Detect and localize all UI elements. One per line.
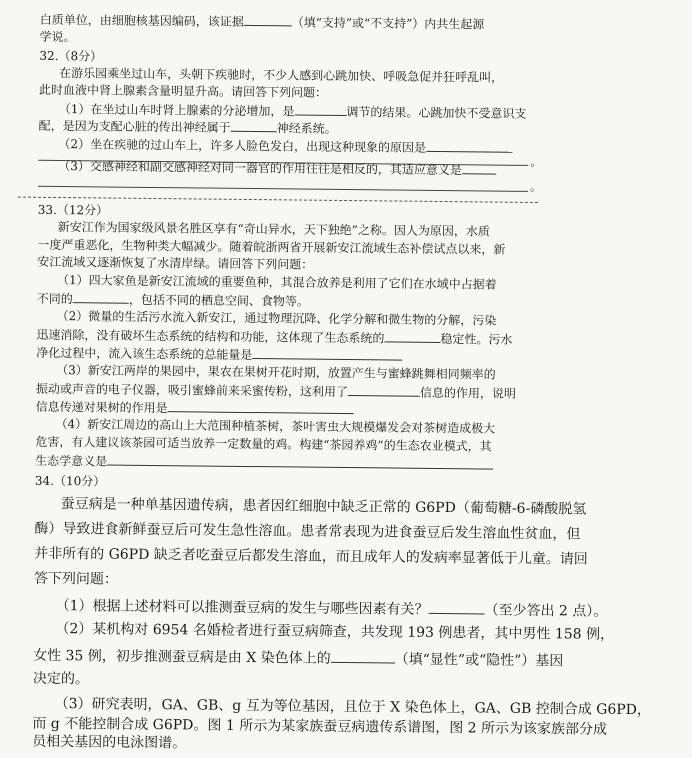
- q33-s1-text-c: ，包括不同的栖息空间、食物等。: [128, 292, 309, 309]
- q32-header: 32.（8分）: [39, 48, 103, 64]
- q32-s3-text: （3）交感神经和副交感神经对同一器官的作用往往是相反的，其适应意义是: [58, 158, 462, 178]
- q31-line1-text-a: 白质单位，由细胞核基因编码，该证据: [39, 12, 244, 29]
- q33-s4-line2: 危害，有人建议该茶园可适当放养一定数量的鸡。构建“茶园养鸡”的生态农业模式，其: [35, 434, 492, 454]
- q32-para2: 此时血液中肾上腺素含量明显升高。请回答下列问题：: [38, 82, 328, 100]
- q33-s3-text-b: 振动或声音的电子仪器，吸引蜜蜂前来采蜜传粉，这利用了: [35, 381, 348, 400]
- q33-s3-text-d: 信息传递对果树的作用是: [35, 399, 168, 416]
- q34-s2-line1: （2）某机构对 6954 名婚检者进行蚕豆病筛查，共发现 193 例患者，其中男性 158 例，: [55, 620, 615, 643]
- q32-s3-answer-line[interactable]: [38, 186, 528, 192]
- q33-s1-text-b: 不同的: [36, 291, 73, 307]
- q33-s4-blank[interactable]: [107, 453, 493, 470]
- q34-s1-text-b: （至少答出 2 点）。: [484, 602, 608, 620]
- q31-line1: [40, 11, 485, 33]
- q33-s2-blank1[interactable]: [384, 329, 440, 343]
- q32-s3-period: 。: [529, 179, 543, 195]
- q33-s4-line1: （4）新安江周边的高山上大范围种植茶树，茶叶害虫大规模爆发会对茶树造成极大: [55, 416, 496, 436]
- q34-s1-blank[interactable]: [428, 599, 484, 615]
- q34-s2-blank[interactable]: [331, 648, 395, 664]
- q32-s1-text-a: （1）在坐过山车时肾上腺素的分泌增加，是: [58, 101, 295, 119]
- q33-s4-text-c: 生态学意义是: [35, 453, 108, 469]
- q34-para2: 酶）导致进食新鲜蚕豆后可发生急性溶血。患者常表现为进食蚕豆后发生溶血性贫血，但: [34, 520, 581, 543]
- q32-s3-blank[interactable]: [462, 161, 496, 174]
- q32-s1-text-c: 配，是因为支配心脏的传出神经属于: [38, 118, 231, 135]
- q34-para4: 答下列问题：: [33, 570, 119, 588]
- q32-s1-blank1[interactable]: [294, 102, 346, 116]
- q33-s3-blank1[interactable]: [348, 383, 420, 397]
- q33-s1-line1: （1）四大家鱼是新安江流域的重要鱼种，其混合放养是利用了它们在水域中占据着: [56, 272, 497, 292]
- q32-para1: 在游乐园乘坐过山车，头朝下疾驰时，不少人感到心跳加快、呼吸急促并狂呼乱叫，: [59, 66, 504, 85]
- q34-s3-line2: 而 g 不能控制合成 G6PD。图 1 所示为某家族蚕豆病遗传系谱图，图 2 所示为该家族部分成: [32, 715, 608, 738]
- q34-s2-line3: 决定的。: [32, 670, 89, 688]
- q34-s1-text-a: （1）根据上述材料可以推测蚕豆病的发生与哪些因素有关？: [55, 597, 429, 618]
- q33-s2-text-b: 迅速消除，没有破坏生态系统的结构和功能，这体现了生态系统的: [36, 327, 385, 346]
- q32-s1-blank2[interactable]: [231, 119, 277, 132]
- q33-para1: 新安江作为国家级风景名胜区享有“奇山异水，天下独绝”之称。因人为原因，水质: [57, 219, 490, 239]
- q32-s2-text: （2）坐在疾驰的过山车上，许多人脸色发白，出现这种现象的原因是: [58, 136, 427, 155]
- q33-s1-line2: [37, 290, 309, 310]
- q33-s3-line1: （3）新安江两岸的果园中，果农在果树开花时期，放置产生与蜜蜂跳舞相同频率的: [56, 362, 496, 382]
- q33-s1-blank[interactable]: [73, 290, 129, 304]
- q33-s2-line1: （2）微量的生活污水流入新安江，通过物理沉降、化学分解和微生物的分解，污染: [56, 308, 497, 328]
- q33-s4-line3: [35, 452, 493, 474]
- q32-s2-period: 。: [530, 154, 543, 170]
- q34-s1-line: [56, 595, 608, 621]
- q34-s2-line2: [33, 645, 563, 671]
- q33-s3-blank2[interactable]: [168, 399, 354, 414]
- q34-header: 34.（10分）: [34, 473, 106, 489]
- q32-s1-line2: [39, 117, 337, 137]
- q33-para3: 安江流域又逐渐恢复了水清岸绿。请回答下列问题：: [37, 254, 314, 272]
- q33-header: 33.（12分）: [37, 202, 109, 218]
- q32-s2-blank[interactable]: [426, 139, 512, 153]
- q33-s2-blank2[interactable]: [252, 346, 402, 361]
- q33-s2-text-d: 净化过程中，流入该生态系统的总能量是: [36, 345, 253, 363]
- q34-s2-text-c: （填“显性”或“隐性”）基因: [394, 651, 564, 670]
- q34-para1: 蚕豆病是一种单基因遗传病，患者因红细胞中缺乏正常的 G6PD（葡萄糖-6-磷酸脱氢: [60, 496, 587, 518]
- q31-answer-blank[interactable]: [244, 13, 292, 27]
- q34-s3-line3: 员相关基因的电泳图谱。: [32, 733, 187, 752]
- q32-s1-text-b: 调节的结果。心跳加快不受意识支: [346, 105, 527, 121]
- q34-para3: 并非所有的 G6PD 缺乏者吃蚕豆后都发生溶血，而且成年人的发病率显著低于儿童。请回: [34, 545, 588, 568]
- q31-line1-text-b: （填“支持”或“不支持”）内共生起源: [291, 15, 485, 32]
- q32-s3-line: [58, 157, 496, 179]
- q31-line2: 学说。: [39, 29, 76, 45]
- q34-s3-line1: （3）研究表明，GA、GB、g 互为等位基因，且位于 X 染色体上，GA、GB 控制合成 G6PD，: [54, 695, 652, 719]
- q32-s2-line: [58, 135, 512, 157]
- q33-s2-text-c: 稳定性。污水: [440, 332, 513, 347]
- q33-para2: 一度严重恶化，生物种类大幅减少。随着皖浙两省开展新安江流域生态补偿试点以来，新: [37, 237, 506, 257]
- q33-s3-line3: [36, 398, 354, 418]
- q32-s1-text-d: 神经系统。: [276, 121, 337, 136]
- q33-s3-text-c: 信息的作用，说明: [419, 385, 516, 401]
- q34-s2-text-b: 女性 35 例，初步推测蚕豆病是由 X 染色体上的: [33, 647, 331, 667]
